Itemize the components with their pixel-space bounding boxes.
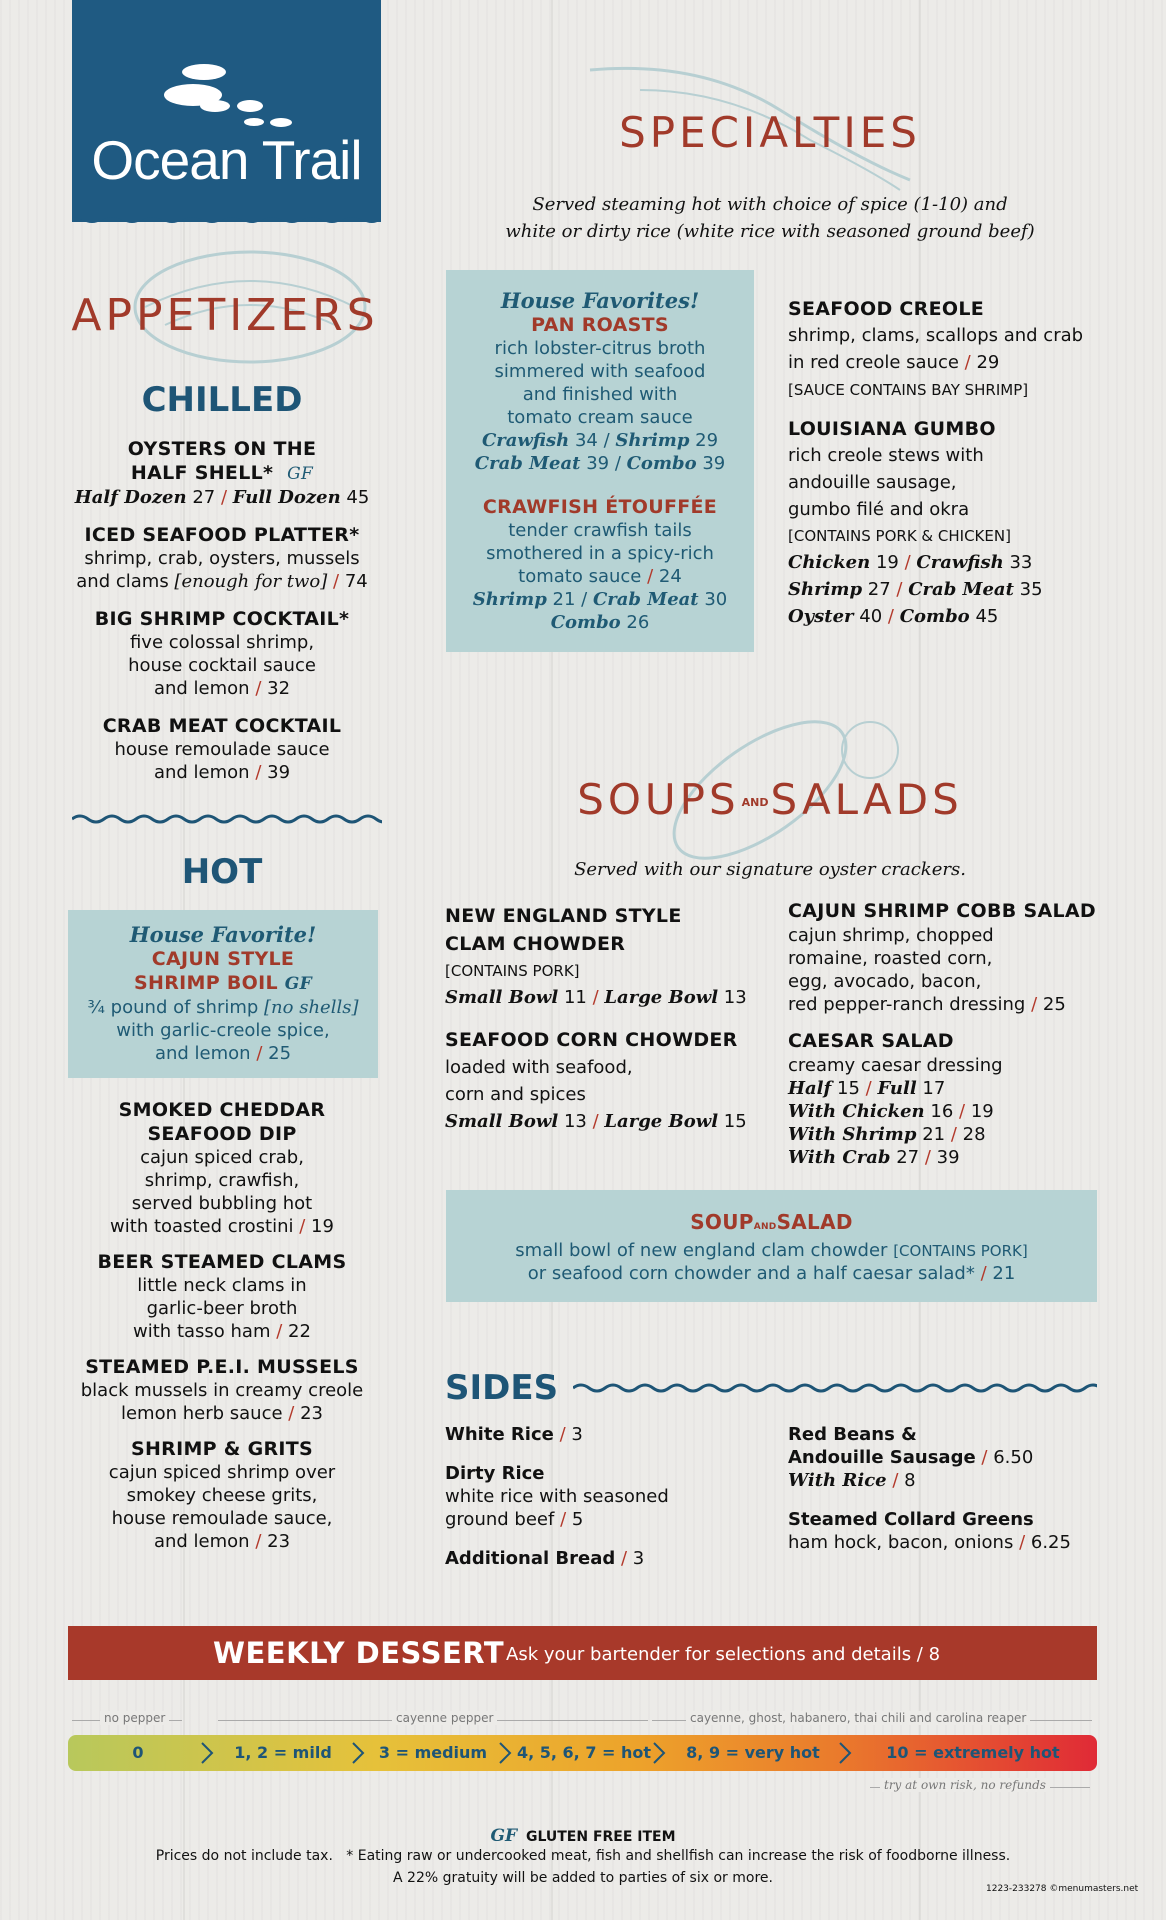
option-label: Small Bowl — [445, 987, 559, 1008]
price: 19 — [875, 552, 899, 573]
weekly-dessert-banner — [68, 1626, 1097, 1680]
item-desc-line: or seafood corn chowder and a half caesar salad* / 21 — [527, 1263, 1016, 1284]
price: 11 — [563, 987, 587, 1008]
price: 40 — [859, 606, 883, 627]
price: 28 — [962, 1124, 986, 1145]
item-title: SEAFOOD CREOLE — [788, 298, 985, 320]
price: 3 — [632, 1548, 645, 1569]
item-desc: smokey cheese grits, — [126, 1485, 318, 1506]
price: 22 — [288, 1321, 311, 1342]
heading-part: SALADS — [770, 775, 963, 824]
item-desc: white rice with seasoned — [445, 1486, 669, 1507]
hot-items — [62, 1098, 382, 1553]
gf-badge: GF — [490, 1826, 518, 1846]
item-desc: served bubbling hot — [131, 1193, 313, 1214]
price: 15 — [837, 1078, 860, 1099]
option-label: Shrimp — [615, 430, 690, 451]
price: 39 — [586, 453, 610, 474]
option-label: Crawfish — [916, 552, 1004, 573]
item-desc: and lemon — [153, 762, 250, 783]
item-desc: shrimp, crab, oysters, mussels — [84, 548, 360, 569]
item-desc-line: with tasso ham / 22 — [133, 1321, 311, 1342]
item-desc-line — [68, 996, 378, 1019]
menu-item-corn-chowder — [445, 1026, 765, 1136]
price: 26 — [626, 612, 650, 633]
item-desc-line: lemon herb sauce / 23 — [120, 1403, 324, 1424]
item-desc: tomato sauce — [518, 566, 642, 587]
option-row: With Shrimp 21 / 28 — [788, 1124, 986, 1145]
price: 39 — [936, 1147, 960, 1168]
gf-label: GLUTEN FREE ITEM — [525, 1829, 676, 1845]
price: 30 — [704, 589, 728, 610]
item-desc: shrimp, crawfish, — [144, 1170, 300, 1191]
menu-item-shrimp-grits — [62, 1437, 382, 1553]
soups-intro: Served with our signature oyster crackers. — [574, 859, 966, 880]
option-label: Combo — [626, 453, 697, 474]
price: 29 — [695, 430, 719, 451]
item-desc: with garlic-creole spice, — [116, 1020, 330, 1041]
scale-label-cayenne: cayenne pepper — [392, 1711, 497, 1725]
item-title: OYSTERS ON THE — [127, 438, 317, 460]
item-desc: and lemon — [153, 1531, 250, 1552]
price: 34 — [574, 430, 598, 451]
option-label: With Chicken — [788, 1101, 925, 1122]
intro-line: Served steaming hot with choice of spice (1-10) and — [532, 194, 1008, 215]
combo-title-and: AND — [753, 1222, 777, 1232]
item-desc: garlic-beer broth — [146, 1298, 298, 1319]
combo-title — [446, 1210, 1097, 1239]
item-title: CRAB MEAT COCKTAIL — [102, 715, 342, 737]
price: 15 — [723, 1111, 747, 1132]
menu-item-caesar-salad — [788, 1028, 1108, 1169]
item-desc-line: and lemon / 39 — [153, 762, 291, 783]
item-title: SMOKED CHEDDAR — [118, 1099, 326, 1121]
footer-disclaimer: Prices do not include tax. * Eating raw or undercooked meat, fish and shellfish can increase the risk of foodborne illness. — [155, 1848, 1011, 1864]
price: 13 — [723, 987, 747, 1008]
item-note: [no shells] — [264, 997, 359, 1018]
item-title: Andouille Sausage — [788, 1447, 976, 1468]
option-label: Crab Meat — [908, 579, 1014, 600]
item-note: [enough for two] — [174, 571, 328, 592]
price: 45 — [346, 487, 370, 508]
option-label: Crab Meat — [474, 453, 581, 474]
spice-level-mild: 1, 2 = mild — [234, 1743, 332, 1762]
sides-left — [445, 1423, 765, 1570]
option-label: Crab Meat — [592, 589, 699, 610]
item-desc-line: ham hock, bacon, onions / 6.25 — [788, 1532, 1071, 1553]
gf-legend — [0, 1826, 1166, 1846]
chevron-right-icon — [838, 1741, 852, 1765]
soup-salad-combo-box — [446, 1190, 1097, 1302]
item-note: [CONTAINS PORK] — [893, 1242, 1028, 1260]
item-title-line2 — [68, 971, 378, 996]
item-title: Additional Bread — [445, 1548, 616, 1569]
price: 27 — [867, 579, 891, 600]
item-title: CLAM CHOWDER — [445, 933, 626, 955]
item-desc: in red creole sauce — [788, 352, 959, 373]
item-title: LOUISIANA GUMBO — [788, 418, 996, 440]
price: 35 — [1019, 579, 1043, 600]
menu-item-gumbo — [788, 416, 1098, 630]
item-desc: little neck clams in — [137, 1275, 307, 1296]
footer-code: 1223-233278 ©menumasters.net — [986, 1884, 1139, 1894]
specialties-right — [788, 296, 1098, 630]
sides-right — [788, 1423, 1108, 1554]
price: 3 — [571, 1424, 583, 1445]
item-desc: house remoulade sauce — [114, 739, 330, 760]
item-desc: and clams — [76, 571, 175, 592]
option-label: Large Bowl — [604, 1111, 719, 1132]
menu-item-shrimp-cocktail — [62, 607, 382, 700]
price: 19 — [311, 1216, 334, 1237]
item-desc: loaded with seafood, — [445, 1057, 633, 1078]
item-desc: tomato cream sauce — [507, 407, 693, 428]
option-label: Combo — [899, 606, 970, 627]
price: 23 — [267, 1531, 291, 1552]
item-title: CAJUN STYLE — [151, 948, 295, 970]
menu-item-cheddar-dip — [62, 1098, 382, 1238]
item-title: SHRIMP BOIL — [134, 972, 278, 994]
price: 6.25 — [1030, 1532, 1071, 1553]
item-desc: rich lobster-citrus broth — [494, 338, 706, 359]
item-title: SEAFOOD DIP — [147, 1123, 297, 1145]
chilled-heading: CHILLED — [141, 380, 303, 420]
item-desc: five colossal shrimp, — [129, 632, 315, 653]
chevron-right-icon — [652, 1741, 666, 1765]
menu-item-cobb-salad — [788, 898, 1108, 1016]
heading-and: AND — [741, 796, 769, 809]
side-collard-greens — [788, 1508, 1108, 1554]
item-desc: small bowl of new england clam chowder — [515, 1240, 894, 1261]
option-row: With Chicken 16 / 19 — [788, 1101, 994, 1122]
house-favorite-box — [68, 910, 378, 1078]
spice-level-very-hot: 8, 9 = very hot — [686, 1743, 820, 1762]
dessert-title: WEEKLY DESSERT — [213, 1636, 505, 1670]
footer-gratuity: A 22% gratuity will be added to parties of six or more. — [393, 1870, 773, 1886]
spice-level-hot: 4, 5, 6, 7 = hot — [516, 1743, 652, 1762]
price: 19 — [970, 1101, 994, 1122]
option-label: With Rice — [788, 1470, 887, 1491]
item-title: ICED SEAFOOD PLATTER* — [84, 524, 360, 546]
side-red-beans — [788, 1423, 1108, 1492]
price: 21 — [552, 589, 576, 610]
item-desc: corn and spices — [445, 1084, 586, 1105]
price: 39 — [267, 762, 291, 783]
house-favorites-box — [446, 270, 754, 652]
item-desc: ground beef — [445, 1509, 555, 1530]
option-label: Crawfish — [481, 430, 570, 451]
option-label: With Shrimp — [788, 1124, 917, 1145]
option-row: With Rice / 8 — [788, 1470, 916, 1491]
specialties-intro — [445, 191, 1095, 245]
price: 23 — [300, 1403, 324, 1424]
item-desc-line: and lemon / 23 — [153, 1531, 291, 1552]
option-row: Small Bowl 13 / Large Bowl 15 — [445, 1111, 747, 1132]
house-favorite-tag: House Favorite! — [129, 922, 317, 947]
option-label: Half — [788, 1078, 832, 1099]
spice-level-extremely-hot: 10 = extremely hot — [886, 1743, 1060, 1762]
item-title: CAESAR SALAD — [788, 1030, 954, 1052]
item-title: BIG SHRIMP COCKTAIL* — [94, 608, 350, 630]
chevron-right-icon — [200, 1741, 214, 1765]
item-title: CAJUN SHRIMP COBB SALAD — [788, 900, 1096, 922]
item-desc-line: and lemon / 25 — [154, 1043, 292, 1064]
price: 16 — [930, 1101, 954, 1122]
item-desc: ¾ pound of shrimp — [87, 997, 265, 1018]
specialties-heading: SPECIALTIES — [619, 108, 921, 157]
menu-item-clam-chowder — [445, 902, 765, 1012]
item-desc: egg, avocado, bacon, — [788, 971, 982, 992]
option-row: Chicken 19 / Crawfish 33 — [788, 552, 1033, 573]
item-desc: rich creole stews with — [788, 445, 984, 466]
menu-item-iced-platter — [62, 523, 382, 593]
item-title: BEER STEAMED CLAMS — [97, 1251, 347, 1273]
hot-heading: HOT — [181, 852, 263, 892]
price: 21 — [922, 1124, 946, 1145]
price: 8 — [904, 1470, 916, 1491]
menu-item-seafood-creole — [788, 296, 1098, 404]
chilled-items — [62, 437, 382, 784]
option-row: Half 15 / Full 17 — [788, 1078, 946, 1099]
brand-name: Ocean Trail — [91, 129, 362, 191]
option-label: Full — [877, 1078, 917, 1099]
item-desc-line — [446, 1239, 1097, 1262]
item-title: NEW ENGLAND STYLE — [445, 905, 682, 927]
option-label: Half Dozen — [74, 487, 187, 508]
sides-heading: SIDES — [445, 1368, 559, 1408]
option-row: Crawfish 34 / Shrimp 29 — [481, 430, 719, 451]
item-title: SHRIMP & GRITS — [130, 1438, 314, 1460]
item-desc: house cocktail sauce — [128, 655, 316, 676]
item-title: SEAFOOD CORN CHOWDER — [445, 1029, 738, 1051]
item-title: CRAWFISH ÉTOUFFÉE — [482, 496, 718, 518]
item-title: Steamed Collard Greens — [788, 1509, 1034, 1530]
price: 25 — [1042, 994, 1066, 1015]
item-desc-line: red pepper-ranch dressing / 25 — [788, 994, 1066, 1015]
soups-salads-heading — [445, 775, 1095, 824]
option-label: Combo — [550, 612, 621, 633]
item-note: [CONTAINS PORK & CHICKEN] — [788, 527, 1011, 545]
option-label: Shrimp — [472, 589, 547, 610]
price: 25 — [268, 1043, 292, 1064]
price: 27 — [896, 1147, 920, 1168]
side-white-rice: White Rice / 3 — [445, 1424, 583, 1445]
item-desc: shrimp, clams, scallops and crab — [788, 325, 1084, 346]
item-desc: black mussels in creamy creole — [80, 1380, 364, 1401]
side-dirty-rice — [445, 1462, 765, 1531]
item-desc: simmered with seafood — [494, 361, 706, 382]
item-desc-line: tomato sauce / 24 — [518, 566, 682, 587]
house-favorites-tag: House Favorites! — [500, 288, 700, 313]
price: 39 — [702, 453, 726, 474]
option-row: Oyster 40 / Combo 45 — [788, 606, 999, 627]
option-row: Small Bowl 11 / Large Bowl 13 — [445, 987, 747, 1008]
wave-divider — [72, 813, 382, 825]
menu-item-mussels — [62, 1355, 382, 1425]
option-row: Shrimp 21 / Crab Meat 30 — [472, 589, 728, 610]
item-prices: Half Dozen 27 / Full Dozen 45 — [74, 487, 370, 508]
item-desc: and finished with — [522, 384, 678, 405]
item-desc: and lemon — [154, 1043, 251, 1064]
price: 6.50 — [993, 1447, 1034, 1468]
option-label: With Crab — [788, 1147, 891, 1168]
item-desc: red pepper-ranch dressing — [788, 994, 1026, 1015]
option-label: Large Bowl — [604, 987, 719, 1008]
sides-wave-divider — [573, 1382, 1097, 1394]
dessert-desc: Ask your bartender for selections and details / 8 — [506, 1644, 941, 1665]
menu-item-beer-clams — [62, 1250, 382, 1343]
menu-item-oysters — [62, 437, 382, 509]
scale-label-hot-peppers: cayenne, ghost, habanero, thai chili and carolina reaper — [686, 1711, 1030, 1725]
price: 17 — [922, 1078, 946, 1099]
scale-note: try at own risk, no refunds — [880, 1778, 1050, 1792]
soups-left — [445, 902, 765, 1136]
option-label: Chicken — [788, 552, 871, 573]
price: 21 — [992, 1263, 1016, 1284]
item-desc: and lemon — [153, 678, 250, 699]
price: 27 — [192, 487, 216, 508]
item-desc: gumbo filé and okra — [788, 499, 970, 520]
item-desc: cajun shrimp, chopped — [788, 925, 994, 946]
item-desc: tender crawfish tails — [508, 520, 692, 541]
price: 45 — [975, 606, 999, 627]
option-label: Shrimp — [788, 579, 863, 600]
combo-title-part: SALAD — [776, 1210, 853, 1234]
item-desc: cajun spiced shrimp over — [108, 1462, 336, 1483]
price: 32 — [267, 678, 291, 699]
price: 74 — [344, 571, 368, 592]
item-desc-line: and clams [enough for two] / 74 — [76, 571, 368, 592]
price: 5 — [571, 1509, 584, 1530]
intro-line: white or dirty rice (white rice with seasoned ground beef) — [505, 221, 1035, 242]
item-desc: lemon herb sauce — [120, 1403, 283, 1424]
item-title-line: Andouille Sausage / 6.50 — [788, 1447, 1034, 1468]
scale-label-no-pepper: no pepper — [100, 1711, 169, 1725]
side-additional-bread: Additional Bread / 3 — [445, 1548, 645, 1569]
item-desc: smothered in a spicy-rich — [486, 543, 714, 564]
item-desc-line: in red creole sauce / 29 — [788, 352, 1000, 373]
price: 13 — [563, 1111, 587, 1132]
item-title: Red Beans & — [788, 1424, 917, 1445]
option-label: Small Bowl — [445, 1111, 559, 1132]
item-desc: or seafood corn chowder and a half caesar salad* — [527, 1263, 975, 1284]
option-row: With Crab 27 / 39 — [788, 1147, 960, 1168]
item-desc: creamy caesar dressing — [788, 1055, 1003, 1076]
price: 29 — [976, 352, 1000, 373]
item-desc: ham hock, bacon, onions — [788, 1532, 1014, 1553]
item-desc: andouille sausage, — [788, 472, 957, 493]
item-desc-line: with toasted crostini / 19 — [110, 1216, 334, 1237]
item-note: [CONTAINS PORK] — [445, 962, 580, 980]
item-desc: house remoulade sauce, — [111, 1508, 333, 1529]
item-title: White Rice — [445, 1424, 554, 1445]
item-desc: with toasted crostini — [110, 1216, 294, 1237]
menu-item-crab-cocktail — [62, 714, 382, 784]
option-label: Oyster — [788, 606, 854, 627]
salads-right — [788, 898, 1108, 1169]
item-title: STEAMED P.E.I. MUSSELS — [85, 1356, 359, 1378]
logo-wave-edge — [72, 214, 381, 230]
price: 24 — [658, 566, 682, 587]
heading-part: SOUPS — [577, 775, 740, 824]
item-desc: with tasso ham — [133, 1321, 271, 1342]
spice-scale — [68, 1735, 1097, 1771]
logo — [72, 0, 381, 222]
appetizers-heading: APPETIZERS — [71, 290, 379, 341]
combo-title-part: SOUP — [690, 1210, 754, 1234]
item-desc-line: and lemon / 32 — [153, 678, 291, 699]
price: 33 — [1009, 552, 1033, 573]
item-title-line2 — [62, 461, 382, 486]
item-title: HALF SHELL* — [130, 462, 274, 484]
item-desc: romaine, roasted corn, — [788, 948, 993, 969]
gf-badge: GF — [284, 974, 312, 994]
option-label: Full Dozen — [232, 487, 341, 508]
gf-badge: GF — [287, 464, 314, 484]
item-desc-line: ground beef / 5 — [445, 1509, 584, 1530]
item-note: [SAUCE CONTAINS BAY SHRIMP] — [788, 381, 1029, 399]
item-desc: cajun spiced crab, — [140, 1147, 304, 1168]
item-title: Dirty Rice — [445, 1463, 545, 1484]
item-title: PAN ROASTS — [531, 314, 669, 336]
option-row: Crab Meat 39 / Combo 39 — [474, 453, 726, 474]
option-row — [446, 611, 754, 634]
option-row: Shrimp 27 / Crab Meat 35 — [788, 579, 1043, 600]
spice-level-medium: 3 = medium — [378, 1743, 488, 1762]
spice-level-0: 0 — [132, 1743, 144, 1762]
